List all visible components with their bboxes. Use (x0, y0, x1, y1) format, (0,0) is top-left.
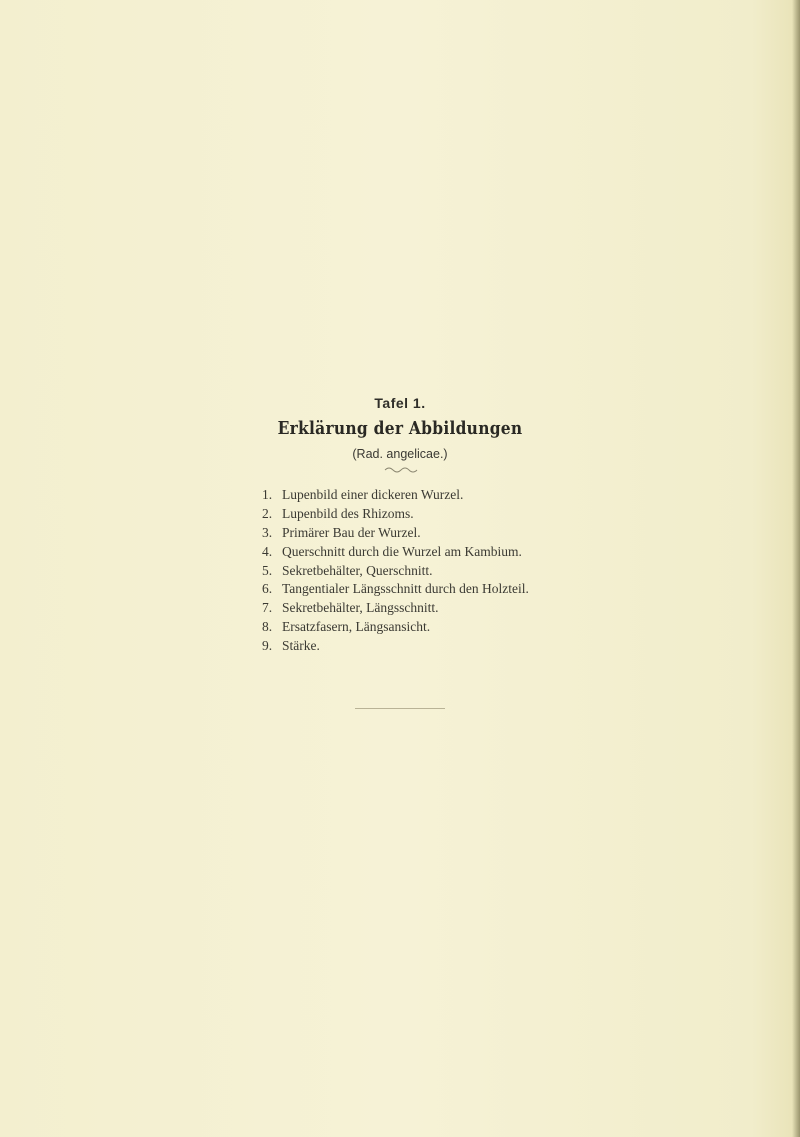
figure-number: 6. (262, 581, 273, 597)
figure-caption: Ersatzfasern, Längsansicht. (282, 619, 431, 635)
plate-number: Tafel 1. (374, 395, 426, 411)
list-item (262, 562, 529, 581)
figure-number: 1. (262, 487, 273, 502)
figure-number: 4. (262, 543, 273, 559)
figure-number: 8. (262, 619, 273, 635)
list-item (262, 524, 529, 543)
list-item (262, 618, 529, 637)
figure-number: 9. (262, 638, 273, 654)
page-title: Erklärung der Abbildungen (277, 418, 523, 439)
figure-caption: Lupenbild einer dickeren Wurzel. (282, 487, 464, 502)
figure-caption: Tangentialer Längsschnitt durch den Holzteil. (282, 581, 529, 597)
page-edge-shadow (792, 0, 800, 1137)
list-item (262, 486, 529, 505)
figure-caption: Querschnitt durch die Wurzel am Kambium. (282, 543, 522, 559)
ornament-divider (384, 464, 418, 474)
list-item (262, 599, 529, 618)
list-item (262, 543, 529, 562)
figure-caption: Sekretbehälter, Längsschnitt. (282, 600, 439, 616)
divider-rule (355, 708, 445, 709)
figure-caption: Lupenbild des Rhizoms. (282, 505, 414, 521)
figure-number: 3. (262, 524, 273, 540)
figure-number: 5. (262, 562, 273, 578)
list-item (262, 505, 529, 524)
page-subtitle: (Rad. angelicae.) (352, 447, 448, 461)
figure-list (262, 486, 529, 656)
figure-number: 2. (262, 505, 273, 521)
list-item (262, 637, 529, 656)
figure-caption: Primärer Bau der Wurzel. (282, 524, 421, 540)
figure-caption: Sekretbehälter, Querschnitt. (282, 562, 433, 578)
figure-number: 7. (262, 600, 273, 616)
list-item (262, 580, 529, 599)
figure-caption: Stärke. (282, 638, 320, 654)
